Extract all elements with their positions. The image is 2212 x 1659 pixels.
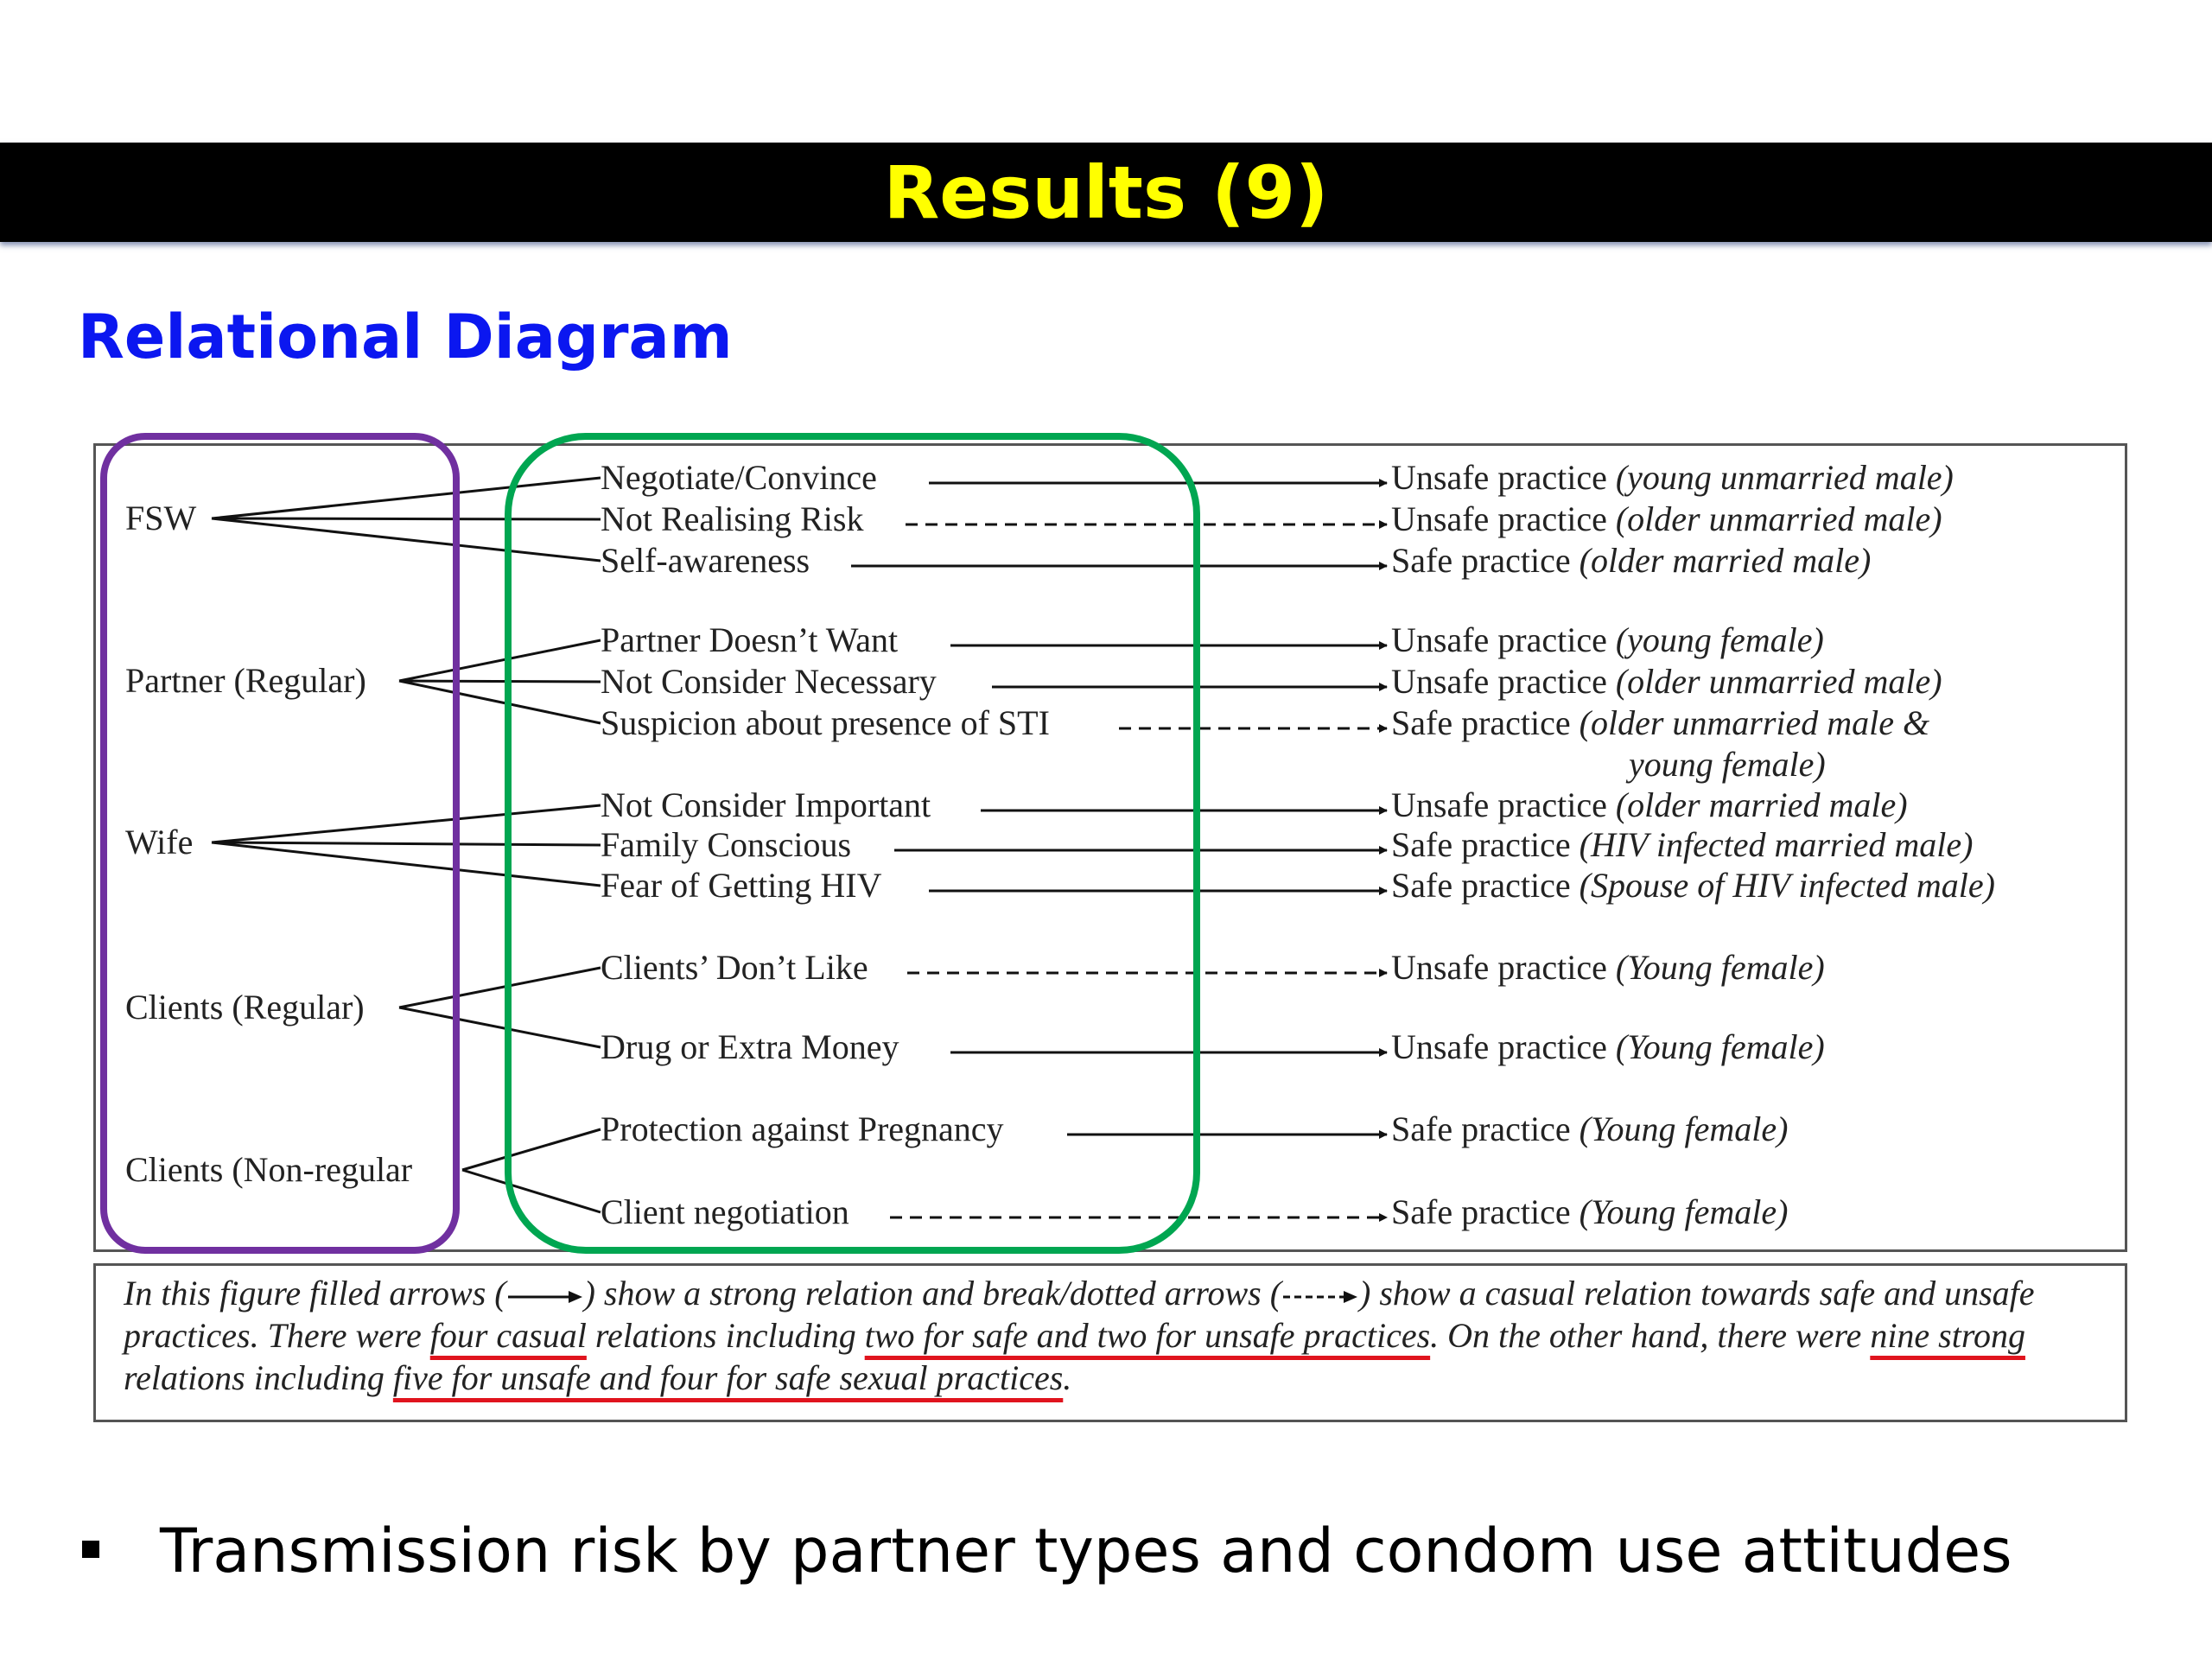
outcome-label-8 xyxy=(1391,866,1995,905)
outcome-label-11 xyxy=(1391,1109,1788,1148)
source-link-3 xyxy=(399,640,601,681)
outcome-type-2: Safe practice xyxy=(1391,541,1580,580)
source-link-9 xyxy=(399,968,601,1007)
caption-underline-1: four casual xyxy=(429,1316,587,1355)
source-link-1 xyxy=(212,518,601,519)
reason-label-6: Not Consider Important xyxy=(601,785,931,824)
reason-label-5: Suspicion about presence of STI xyxy=(601,703,1050,742)
outcome-type-10: Unsafe practice xyxy=(1391,1027,1616,1066)
caption-underline-3: nine strong xyxy=(1870,1316,2025,1355)
outcome-qualifier-9: (Young female) xyxy=(1615,948,1825,987)
caption-text-4: relations including xyxy=(586,1316,865,1355)
bullet-square-icon xyxy=(82,1541,99,1558)
outcome-qualifier-0: (young unmarried male) xyxy=(1615,458,1954,497)
outcome-qualifier-6: (older married male) xyxy=(1615,785,1908,824)
source-clients_nonregular: Clients (Non-regular xyxy=(125,1150,413,1189)
source-link-0 xyxy=(212,478,601,518)
reason-label-2: Self-awareness xyxy=(601,541,810,580)
outcome-qualifier-5: (older unmarried male & xyxy=(1579,703,1930,742)
outcome-qualifier-12: (Young female) xyxy=(1579,1192,1789,1231)
source-clients_regular: Clients (Regular) xyxy=(125,988,365,1027)
outcome-qualifier-cont-5: young female) xyxy=(1629,745,1826,784)
outcome-qualifier-7: (HIV infected married male) xyxy=(1579,825,1974,864)
figure-caption xyxy=(124,1272,2102,1399)
reason-label-1: Not Realising Risk xyxy=(601,499,864,538)
source-link-10 xyxy=(399,1007,601,1047)
caption-text-7: . xyxy=(1063,1358,1072,1397)
outcome-type-1: Unsafe practice xyxy=(1391,499,1616,538)
outcome-type-9: Unsafe practice xyxy=(1391,948,1616,987)
source-link-2 xyxy=(212,518,601,561)
source-partner: Partner (Regular) xyxy=(125,661,366,700)
source-link-5 xyxy=(399,681,601,723)
outcome-label-12 xyxy=(1391,1192,1788,1231)
outcome-qualifier-8: (Spouse of HIV infected male) xyxy=(1579,866,1995,905)
solid-arrow-icon xyxy=(506,1288,584,1306)
caption-underline-2: two for safe and two for unsafe practices xyxy=(864,1316,1431,1355)
caption-text-5: . On the other hand, there were xyxy=(1430,1316,1871,1355)
caption-text-6: relations including xyxy=(124,1358,393,1397)
outcome-label-2 xyxy=(1391,541,1871,580)
reason-label-11: Protection against Pregnancy xyxy=(601,1109,1004,1148)
outcome-type-5: Safe practice xyxy=(1391,703,1580,742)
source-link-11 xyxy=(462,1129,601,1170)
reason-label-12: Client negotiation xyxy=(601,1192,849,1231)
outcome-label-10 xyxy=(1391,1027,1825,1066)
caption-text-2: ) show a strong relation and break/dotted arrows ( xyxy=(583,1274,1282,1313)
outcome-qualifier-4: (older unmarried male) xyxy=(1615,662,1942,701)
outcome-type-6: Unsafe practice xyxy=(1391,785,1616,824)
outcome-type-3: Unsafe practice xyxy=(1391,620,1616,659)
slide-title: Results (9) xyxy=(883,150,1329,235)
outcome-type-7: Safe practice xyxy=(1391,825,1580,864)
source-wife: Wife xyxy=(125,823,194,861)
outcome-label-0 xyxy=(1391,458,1954,497)
source-link-7 xyxy=(212,842,601,845)
outcome-label-1 xyxy=(1391,499,1942,538)
outcome-type-8: Safe practice xyxy=(1391,866,1580,905)
source-link-6 xyxy=(212,805,601,842)
outcome-qualifier-3: (young female) xyxy=(1615,620,1824,659)
source-link-8 xyxy=(212,842,601,886)
reason-label-7: Family Conscious xyxy=(601,825,852,864)
outcome-label-6 xyxy=(1391,785,1908,824)
outcome-qualifier-2: (older married male) xyxy=(1579,541,1872,580)
outcome-label-4 xyxy=(1391,662,1942,701)
reason-label-3: Partner Doesn’t Want xyxy=(601,620,899,659)
outcome-qualifier-11: (Young female) xyxy=(1579,1109,1789,1148)
caption-underline-4: five for unsafe and four for safe sexual practices xyxy=(392,1358,1064,1397)
source-fsw: FSW xyxy=(125,499,197,537)
dashed-arrow-icon xyxy=(1281,1288,1359,1306)
outcome-label-7 xyxy=(1391,825,1973,864)
outcome-label-5 xyxy=(1391,703,1929,742)
outcome-type-0: Unsafe practice xyxy=(1391,458,1616,497)
source-link-4 xyxy=(399,681,601,682)
outcome-qualifier-1: (older unmarried male) xyxy=(1615,499,1942,538)
reason-label-4: Not Consider Necessary xyxy=(601,662,937,701)
source-link-12 xyxy=(462,1170,601,1212)
slide-subtitle: Relational Diagram xyxy=(78,302,733,372)
bullet-text: Transmission risk by partner types and condom use attitudes xyxy=(160,1516,2012,1586)
outcome-type-12: Safe practice xyxy=(1391,1192,1580,1231)
caption-text-3: ) show a casual relation towards safe and unsafe practices. There were xyxy=(124,1274,2035,1355)
outcome-label-9 xyxy=(1391,948,1825,987)
reason-label-8: Fear of Getting HIV xyxy=(601,866,882,905)
reason-label-9: Clients’ Don’t Like xyxy=(601,948,868,987)
outcome-qualifier-10: (Young female) xyxy=(1615,1027,1825,1066)
outcome-type-11: Safe practice xyxy=(1391,1109,1580,1148)
reason-label-10: Drug or Extra Money xyxy=(601,1027,899,1066)
outcome-type-4: Unsafe practice xyxy=(1391,662,1616,701)
outcome-label-3 xyxy=(1391,620,1824,659)
caption-text-1: In this figure filled arrows ( xyxy=(124,1274,506,1313)
reason-label-0: Negotiate/Convince xyxy=(601,458,877,497)
